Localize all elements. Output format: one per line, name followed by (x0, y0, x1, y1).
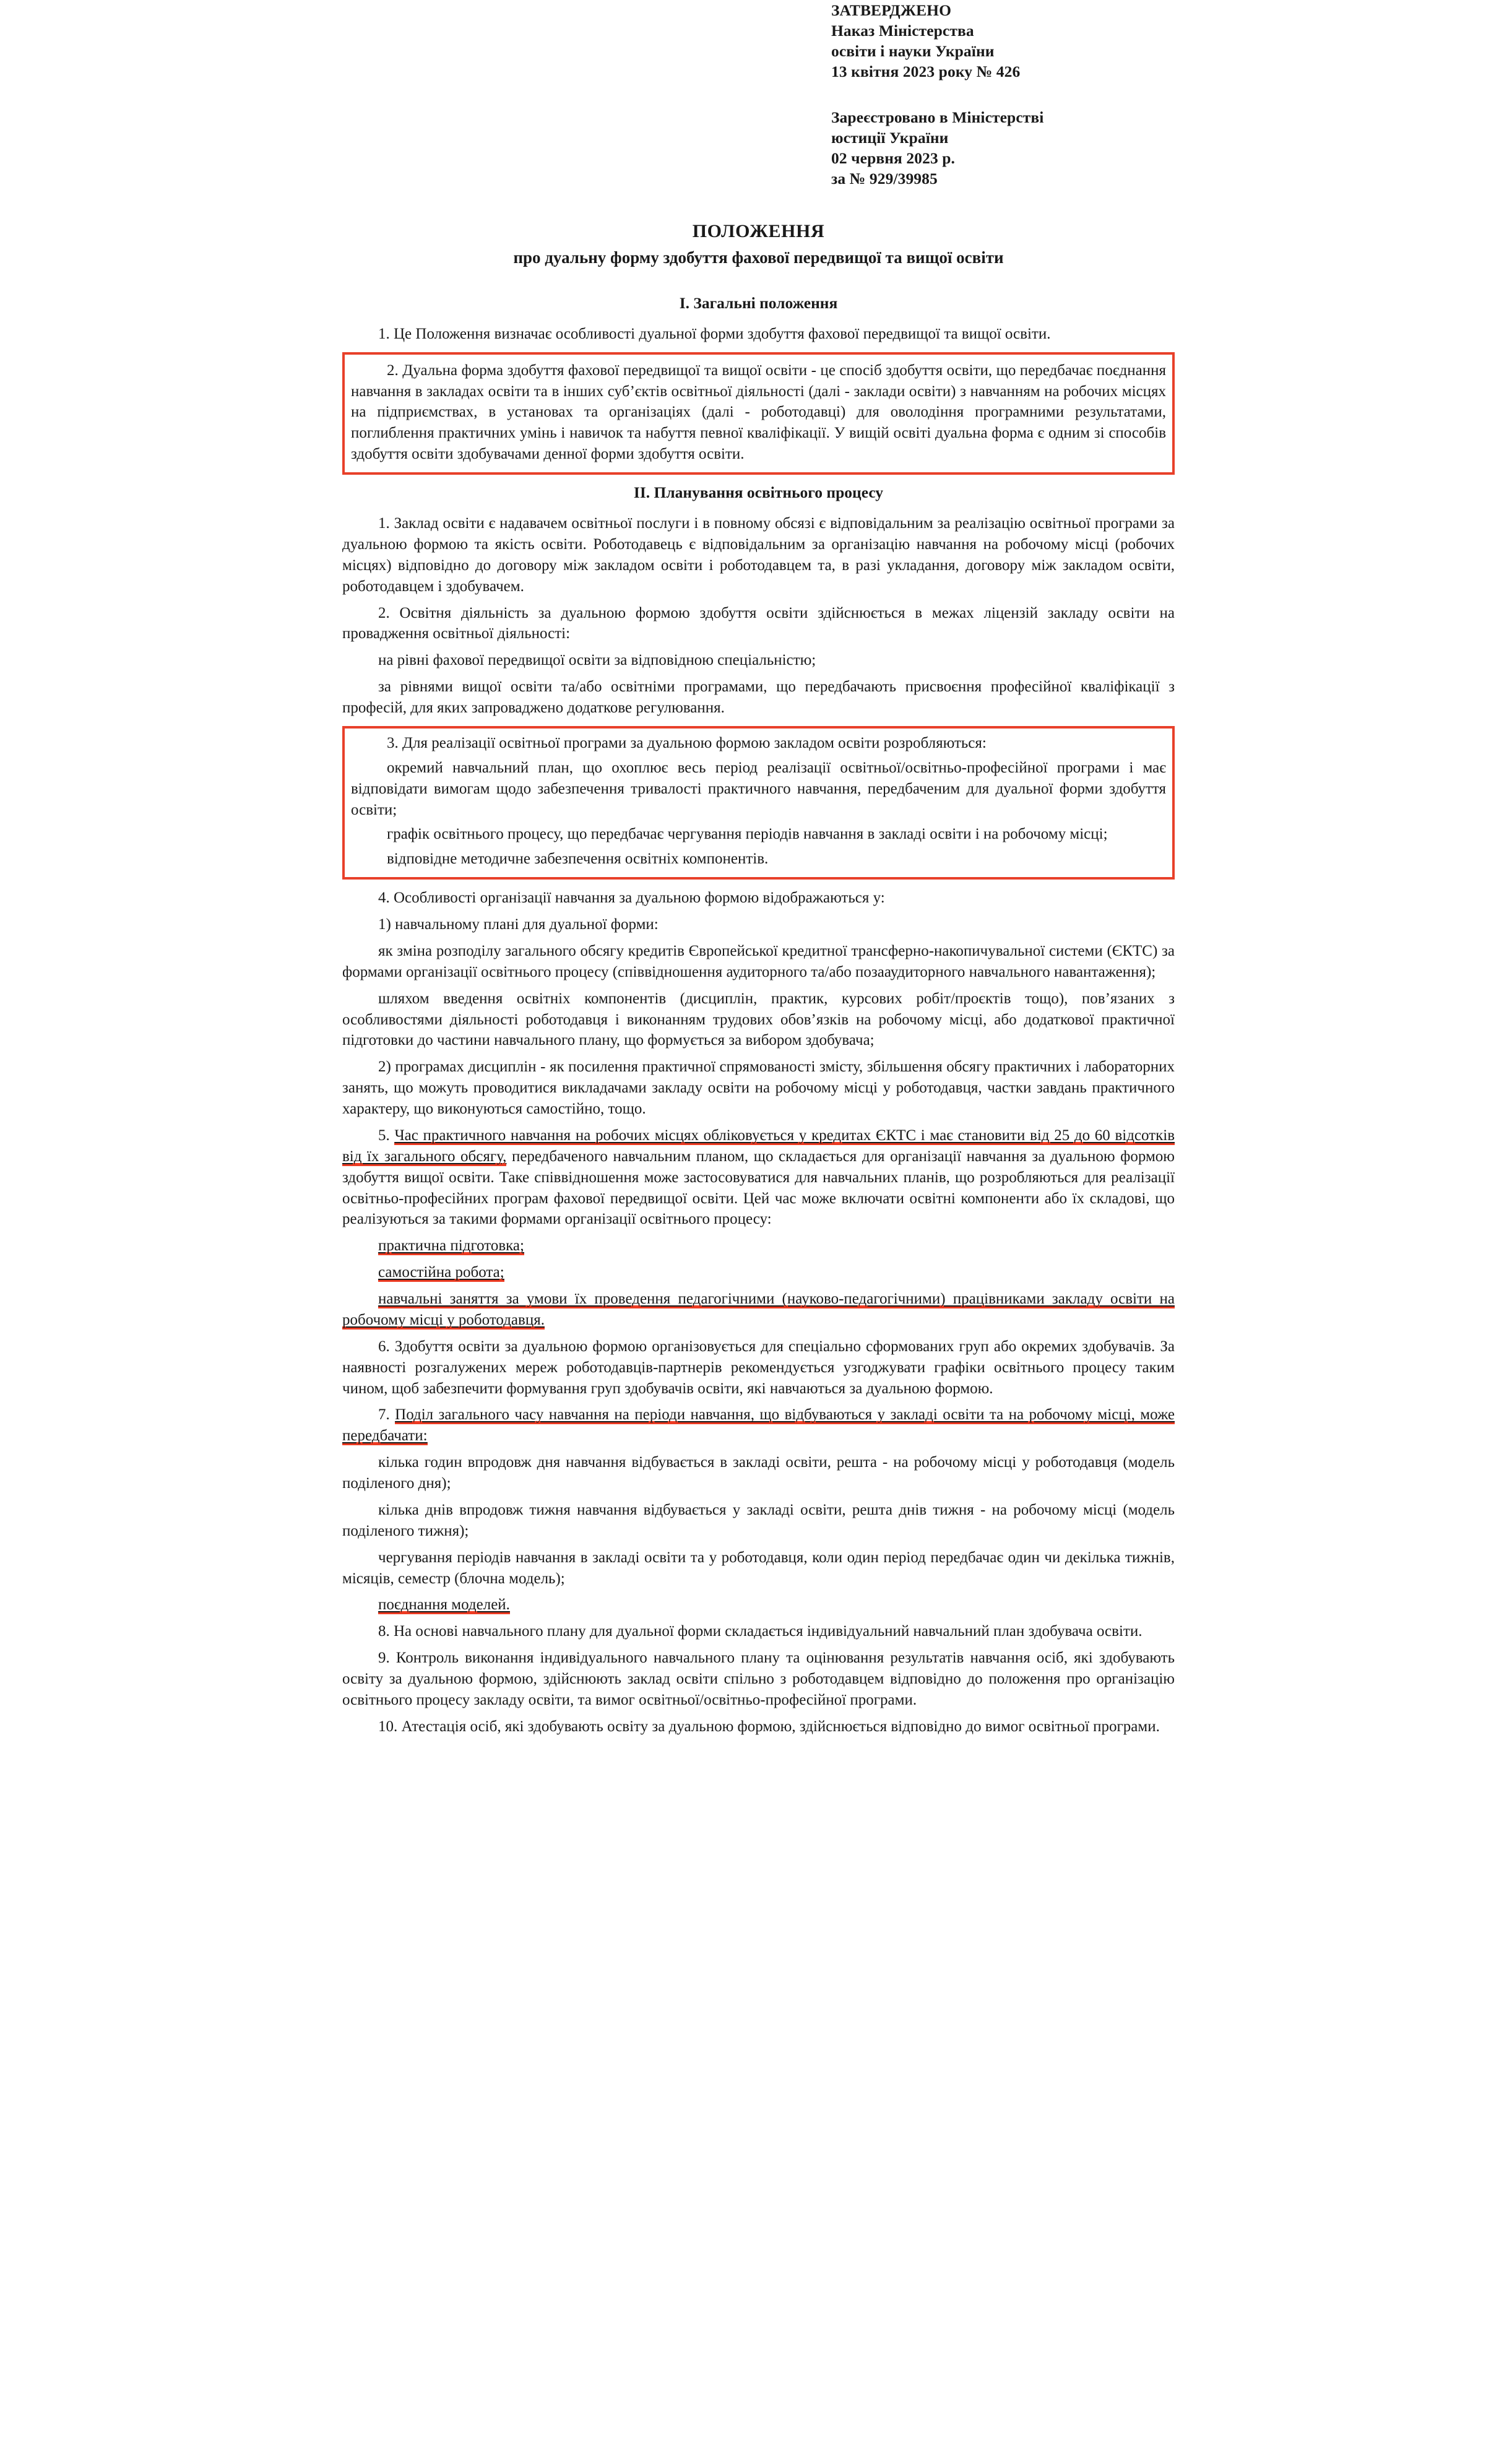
section2-paragraph-7-item-2: кілька днів впродовж тижня навчання відбувається у закладі освіти, решта днів тижня - на робочому місці (модель поділеного тижня); (342, 1501, 1175, 1539)
section2-paragraph-1: 1. Заклад освіти є надавачем освітньої послуги і в повному обсязі є відповідальним за реалізацію освітньої програми за дуальною формою та якість освіти. Роботодавець є відповідальним за організацію навчання на робочому місці (робочих місцях) відповідно до договору між закладом освіти і роботодавцем та, в разі укладання, договору між закладом освіти, роботодавцем і здобувачем. (342, 515, 1175, 595)
section1-paragraph-1: 1. Це Положення визначає особливості дуальної форми здобуття фахової передвищої та вищої освіти. (378, 325, 1051, 342)
paragraph-5-item-3-highlighted: навчальні заняття за умови їх проведення педагогічними (науково-педагогічними) працівниками закладу освіти на робочому місці у роботодавця. (342, 1291, 1175, 1328)
paragraph-7-item-4-highlighted: поєднання моделей. (378, 1596, 510, 1614)
section2-paragraph-5-item-2 (342, 1256, 1175, 1283)
section2-paragraph-5 (342, 1120, 1175, 1230)
section2-paragraph-4-item-1-lead: 1) навчальному плані для дуальної форми: (378, 916, 659, 933)
approval-line-ministry-order: Наказ Міністерства (831, 22, 974, 40)
highlight-box-paragraph-3 (342, 726, 1175, 880)
section2-paragraph-4-lead: 4. Особливості організації навчання за дуальною формою відображаються у: (378, 889, 885, 907)
approval-line-order-date-number: 13 квітня 2023 року № 426 (831, 63, 1021, 81)
section2-paragraph-3-lead: 3. Для реалізації освітньої програми за дуальною формою закладом освіти розробляються: (387, 734, 987, 751)
paragraph-5-item-2-highlighted: самостійна робота; (378, 1264, 504, 1281)
approval-order-group (831, 0, 1178, 82)
section2-paragraph-2-item-2: за рівнями вищої освіти та/або освітніми програмами, що передбачають присвоєння професійної кваліфікації з професій, для яких запроваджено додаткове регулювання. (342, 678, 1175, 716)
section2-paragraph-7 (342, 1399, 1175, 1446)
paragraph-7-highlighted-text: Поділ загального часу навчання на періоди навчання, що відбуваються у закладі освіти та на робочому місці, може передбачати: (342, 1406, 1175, 1445)
document-subtitle: про дуальну форму здобуття фахової передвищої та вищої освіти (513, 248, 1004, 267)
paragraph-5-item-1-highlighted: практична підготовка; (378, 1237, 524, 1255)
section2-paragraph-4-item-2: 2) програмах дисциплін - як посилення практичної спрямованості змісту, збільшення обсягу практичних і лабораторних занять, що можуть проводитися викладачами закладу освіти на робочому місці у роботодавця, частки завдань практичного характеру, що виконуються самостійно, тощо. (342, 1058, 1175, 1117)
paragraph-5-number: 5. (378, 1126, 390, 1144)
section2-paragraph-4-item-1a: як зміна розподілу загального обсягу кредитів Європейської кредитної трансферно-накопичувальної системи (ЄКТС) за формами організації освітнього процесу (співвідношення аудиторного та/або позааудиторного навчального навантаження); (342, 942, 1175, 980)
section2-paragraph-7-item-3: чергування періодів навчання в закладі освіти та у роботодавця, коли один період передбачає один чи декілька тижнів, місяців, семестр (блочна модель); (342, 1549, 1175, 1587)
paragraph-7-number: 7. (378, 1406, 390, 1424)
section2-paragraph-7-item-1: кілька годин впродовж дня навчання відбувається в закладі освіти, решта - на робочому місці у роботодавця (модель поділеного дня); (342, 1454, 1175, 1492)
registration-line-registered: Зареєстровано в Міністерстві (831, 108, 1044, 126)
registration-line-date: 02 червня 2023 р. (831, 149, 956, 167)
section2-paragraph-4-item-1b: шляхом введення освітніх компонентів (дисциплін, практик, курсових робіт/проєктів тощо), пов’язаних з особливостями діяльності роботодавця і виконанням трудових обов’язків на робочому місці, або додаткової практичної підготовки до частини навчального плану, що формується за вибором здобувача; (342, 990, 1175, 1049)
approval-header (831, 0, 1178, 189)
section2-paragraph-3-item-2: графік освітнього процесу, що передбачає чергування періодів навчання в закладі освіти і на робочому місці; (387, 826, 1108, 843)
document-content (342, 0, 1175, 1737)
paragraph-5-highlighted-text: Час практичного навчання на робочих місцях обліковується у кредитах ЄКТС і має становити від 25 до 60 відсотків від їх загального обсягу, (342, 1126, 1175, 1165)
approval-line-ministry-name: освіти і науки України (831, 42, 995, 61)
section2-paragraph-5-item-3 (342, 1283, 1175, 1331)
section2-paragraph-5-item-1 (342, 1230, 1175, 1256)
section2-paragraph-10: 10. Атестація осіб, які здобувають освіту за дуальною формою, здійснюється відповідно до вимог освітньої програми. (378, 1718, 1160, 1735)
document-title: ПОЛОЖЕННЯ (692, 221, 825, 242)
registration-line-number: за № 929/39985 (831, 169, 938, 188)
registration-line-ministry-justice: юстиції України (831, 128, 949, 147)
section-heading-2: II. Планування освітнього процесу (633, 483, 884, 501)
section-heading-1: I. Загальні положення (679, 293, 838, 312)
paragraph-5-rest-text: передбаченого навчальним планом, що складається для організації навчання за дуальною формою здобуття вищої освіти. Таке співвідношення може застосовуватися для навчальних планів, що розробляються для реалізації освітньо-професійних програм фахової передвищої освіти. Цей час може включати освітні компоненти або їх складові, що реалізуються за такими формами організації освітнього процесу: (342, 1148, 1175, 1228)
registration-group (831, 107, 1178, 189)
section2-paragraph-9: 9. Контроль виконання індивідуального навчального плану та оцінювання результатів навчання осіб, які здобувають освіту за дуальною формою, здійснюють заклад освіти спільно з роботодавцем відповідно до положення про організацію освітнього процесу закладу освіти, та вимог освітньої/освітньо-професійної програми. (342, 1650, 1175, 1708)
section2-paragraph-2: 2. Освітня діяльність за дуальною формою здобуття освіти здійснюється в межах ліцензій закладу освіти на провадження освітньої діяльності: (342, 604, 1175, 642)
section1-paragraph-2: 2. Дуальна форма здобуття фахової передвищої та вищої освіти - це спосіб здобуття освіти, що передбачає поєднання навчання в закладах освіти та в інших суб’єктів освітньої діяльності (далі - заклади освіти) з навчанням на робочих місцях на підприємствах, в установах та організаціях (далі - роботодавці) для оволодіння програмними результатами, поглиблення практичних умінь і навичок та набуття певної кваліфікації. У вищій освіті дуальна форма є одним зі способів здобуття освіти здобувачами денної форми здобуття освіти. (351, 361, 1166, 463)
section2-paragraph-3-item-1: окремий навчальний план, що охоплює весь період реалізації освітньої/освітньо-професійної програми і має відповідати вимогам щодо забезпечення тривалості практичного навчання, передбаченим для дуальної форми здобуття освіти; (351, 759, 1166, 818)
section2-paragraph-6: 6. Здобуття освіти за дуальною формою організовується для спеціально сформованих груп або окремих здобувачів. За наявності розгалужених мереж роботодавців-партнерів рекомендується узгоджувати графіки освітнього процесу таким чином, щоб забезпечити формування груп здобувачів освіти, які навчаються за дуальною формою. (342, 1338, 1175, 1397)
highlight-box-paragraph-2 (342, 352, 1175, 475)
section2-paragraph-8: 8. На основі навчального плану для дуальної форми складається індивідуальний навчальний план здобувача освіти. (378, 1623, 1143, 1640)
section2-paragraph-2-item-1: на рівні фахової передвищої освіти за відповідною спеціальністю; (378, 652, 816, 669)
section2-paragraph-7-item-4 (342, 1589, 1175, 1615)
section2-paragraph-3-item-3: відповідне методичне забезпечення освітніх компонентів. (387, 850, 769, 868)
approval-line-approved: ЗАТВЕРДЖЕНО (831, 1, 952, 19)
